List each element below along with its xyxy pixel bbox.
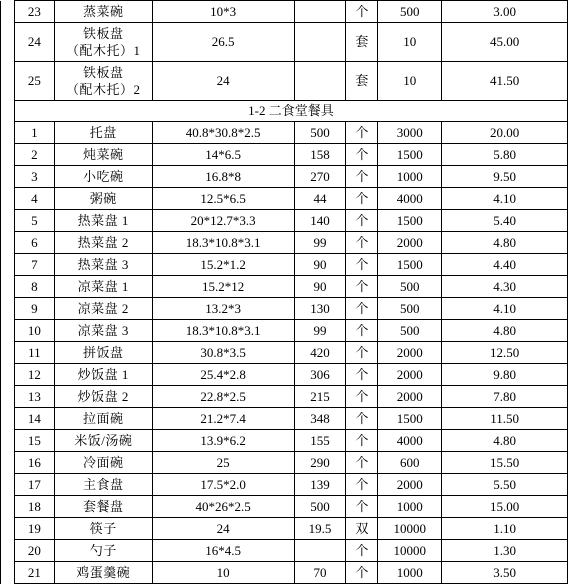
item-unit: 个: [346, 364, 378, 386]
margin-cell: [1, 188, 15, 210]
item-size: 500: [294, 122, 346, 144]
item-spec: 15.2*1.2: [152, 254, 294, 276]
table-row: [1, 210, 568, 232]
margin-cell: [1, 496, 15, 518]
item-name-line1: 铁板盘: [83, 26, 124, 41]
item-qty: 1000: [378, 496, 442, 518]
item-unit: 个: [346, 232, 378, 254]
margin-cell: [1, 23, 15, 62]
item-size: 306: [294, 364, 346, 386]
table-row: [1, 452, 568, 474]
table-row: [1, 474, 568, 496]
margin-cell: [1, 430, 15, 452]
item-unit: 个: [346, 210, 378, 232]
margin-cell: [1, 1, 15, 23]
row-number: 2: [14, 144, 54, 166]
item-qty: 500: [378, 298, 442, 320]
margin-cell: [1, 386, 15, 408]
item-name-line2: （配木托）2: [66, 82, 141, 97]
margin-cell: [1, 408, 15, 430]
margin-cell: [1, 254, 15, 276]
row-number: 12: [14, 364, 54, 386]
margin-cell: [1, 122, 15, 144]
table-row: [1, 562, 568, 584]
margin-cell: [1, 452, 15, 474]
item-size: 70: [294, 562, 346, 584]
margin-cell: [1, 232, 15, 254]
item-qty: 10: [378, 23, 442, 62]
row-number: 9: [14, 298, 54, 320]
item-price: 15.00: [442, 496, 568, 518]
item-size: 500: [294, 496, 346, 518]
item-name: 粥碗: [54, 188, 152, 210]
row-number: 14: [14, 408, 54, 430]
table-row: [1, 232, 568, 254]
table-row: [1, 62, 568, 101]
item-spec: 10: [152, 562, 294, 584]
table-row: [1, 122, 568, 144]
item-name: 拉面碗: [54, 408, 152, 430]
item-price: 9.80: [442, 364, 568, 386]
margin-cell: [1, 364, 15, 386]
table-row: [1, 364, 568, 386]
item-size: 90: [294, 276, 346, 298]
item-qty: 2000: [378, 386, 442, 408]
item-unit: 个: [346, 1, 378, 23]
item-spec: 15.2*12: [152, 276, 294, 298]
item-unit: 个: [346, 430, 378, 452]
item-name: 热菜盘 1: [54, 210, 152, 232]
item-name: 热菜盘 2: [54, 232, 152, 254]
item-size: 158: [294, 144, 346, 166]
item-size: 420: [294, 342, 346, 364]
item-name: 套餐盘: [54, 496, 152, 518]
item-spec: 25.4*2.8: [152, 364, 294, 386]
item-spec: 24: [152, 518, 294, 540]
item-price: 4.30: [442, 276, 568, 298]
item-spec: 30.8*3.5: [152, 342, 294, 364]
item-spec: 40.8*30.8*2.5: [152, 122, 294, 144]
item-size: 348: [294, 408, 346, 430]
item-size: 290: [294, 452, 346, 474]
table-row: [1, 320, 568, 342]
item-qty: 500: [378, 276, 442, 298]
table-row: [1, 144, 568, 166]
item-name-line2: （配木托）1: [66, 43, 141, 58]
row-number: 19: [14, 518, 54, 540]
item-size: 270: [294, 166, 346, 188]
item-qty: 4000: [378, 430, 442, 452]
item-price: 1.30: [442, 540, 568, 562]
item-price: 11.50: [442, 408, 568, 430]
row-number: 25: [14, 62, 54, 101]
item-qty: 2000: [378, 232, 442, 254]
item-size: 19.5: [294, 518, 346, 540]
table-row: [1, 518, 568, 540]
item-price: 45.00: [442, 23, 568, 62]
table-row: [1, 298, 568, 320]
item-qty: 10000: [378, 540, 442, 562]
item-name: 凉菜盘 1: [54, 276, 152, 298]
item-name-line1: 铁板盘: [83, 65, 124, 80]
item-spec: 13.2*3: [152, 298, 294, 320]
item-price: 15.50: [442, 452, 568, 474]
item-name: 勺子: [54, 540, 152, 562]
item-price: 4.10: [442, 188, 568, 210]
table-row: [1, 430, 568, 452]
item-price: 41.50: [442, 62, 568, 101]
item-spec: 18.3*10.8*3.1: [152, 232, 294, 254]
item-price: 3.50: [442, 562, 568, 584]
item-price: 9.50: [442, 166, 568, 188]
item-unit: 套: [346, 23, 378, 62]
item-price: 4.80: [442, 320, 568, 342]
item-qty: 2000: [378, 342, 442, 364]
row-number: 3: [14, 166, 54, 188]
item-size: [294, 23, 346, 62]
item-qty: 1500: [378, 408, 442, 430]
item-name: 托盘: [54, 122, 152, 144]
item-size: 140: [294, 210, 346, 232]
margin-cell: [1, 518, 15, 540]
item-name: [54, 23, 152, 62]
margin-cell: [1, 540, 15, 562]
item-size: 130: [294, 298, 346, 320]
row-number: 18: [14, 496, 54, 518]
item-price: 12.50: [442, 342, 568, 364]
row-number: 4: [14, 188, 54, 210]
item-spec: 21.2*7.4: [152, 408, 294, 430]
item-qty: 4000: [378, 188, 442, 210]
table-row: [1, 540, 568, 562]
item-spec: 14*6.5: [152, 144, 294, 166]
table-row: [1, 166, 568, 188]
margin-cell: [1, 276, 15, 298]
item-qty: 2000: [378, 474, 442, 496]
table-row: [1, 254, 568, 276]
item-price: 3.00: [442, 1, 568, 23]
item-unit: 个: [346, 188, 378, 210]
row-number: 15: [14, 430, 54, 452]
item-name: 炒饭盘 2: [54, 386, 152, 408]
item-size: 215: [294, 386, 346, 408]
row-number: 6: [14, 232, 54, 254]
item-spec: 12.5*6.5: [152, 188, 294, 210]
item-spec: 10*3: [152, 1, 294, 23]
margin-cell: [1, 166, 15, 188]
item-unit: 个: [346, 342, 378, 364]
item-spec: 20*12.7*3.3: [152, 210, 294, 232]
item-name: 炒饭盘 1: [54, 364, 152, 386]
margin-cell: [1, 298, 15, 320]
item-unit: 双: [346, 518, 378, 540]
table-row: [1, 23, 568, 62]
section-header-row: [1, 101, 568, 122]
margin-cell: [1, 144, 15, 166]
table-row: [1, 496, 568, 518]
item-qty: 1500: [378, 254, 442, 276]
item-size: [294, 540, 346, 562]
item-unit: 个: [346, 540, 378, 562]
item-name: 米饭/汤碗: [54, 430, 152, 452]
item-spec: 13.9*6.2: [152, 430, 294, 452]
item-size: 139: [294, 474, 346, 496]
item-name: 凉菜盘 3: [54, 320, 152, 342]
item-spec: 26.5: [152, 23, 294, 62]
item-qty: 1500: [378, 210, 442, 232]
margin-cell: [1, 562, 15, 584]
item-qty: 10000: [378, 518, 442, 540]
row-number: 7: [14, 254, 54, 276]
row-number: 21: [14, 562, 54, 584]
item-price: 7.80: [442, 386, 568, 408]
item-unit: 个: [346, 166, 378, 188]
row-number: 24: [14, 23, 54, 62]
item-unit: 个: [346, 320, 378, 342]
margin-cell: [1, 474, 15, 496]
row-number: 8: [14, 276, 54, 298]
table-row: [1, 386, 568, 408]
item-name: 筷子: [54, 518, 152, 540]
item-size: 155: [294, 430, 346, 452]
item-qty: 2000: [378, 364, 442, 386]
item-price: 1.10: [442, 518, 568, 540]
item-size: 44: [294, 188, 346, 210]
row-number: 5: [14, 210, 54, 232]
item-spec: 18.3*10.8*3.1: [152, 320, 294, 342]
item-qty: 1500: [378, 144, 442, 166]
item-unit: 个: [346, 254, 378, 276]
item-unit: 个: [346, 408, 378, 430]
item-unit: 个: [346, 298, 378, 320]
item-unit: 套: [346, 62, 378, 101]
margin-cell: [1, 62, 15, 101]
item-spec: 25: [152, 452, 294, 474]
item-spec: 22.8*2.5: [152, 386, 294, 408]
row-number: 11: [14, 342, 54, 364]
margin-cell: [1, 320, 15, 342]
item-price: 4.10: [442, 298, 568, 320]
row-number: 13: [14, 386, 54, 408]
table-row: [1, 408, 568, 430]
item-unit: 个: [346, 144, 378, 166]
table-row: [1, 342, 568, 364]
margin-cell: [1, 210, 15, 232]
item-size: 99: [294, 232, 346, 254]
item-qty: 3000: [378, 122, 442, 144]
item-size: [294, 1, 346, 23]
margin-cell: [1, 342, 15, 364]
item-price: 5.40: [442, 210, 568, 232]
item-unit: 个: [346, 276, 378, 298]
item-qty: 600: [378, 452, 442, 474]
item-price: 5.50: [442, 474, 568, 496]
item-qty: 10: [378, 62, 442, 101]
item-qty: 1000: [378, 562, 442, 584]
margin-cell: [1, 101, 15, 122]
item-name: 主食盘: [54, 474, 152, 496]
item-size: 99: [294, 320, 346, 342]
row-number: 17: [14, 474, 54, 496]
item-unit: 个: [346, 452, 378, 474]
item-unit: 个: [346, 122, 378, 144]
item-spec: 40*26*2.5: [152, 496, 294, 518]
table-row: [1, 276, 568, 298]
item-price: 4.80: [442, 232, 568, 254]
item-spec: 17.5*2.0: [152, 474, 294, 496]
item-name: 炖菜碗: [54, 144, 152, 166]
item-size: [294, 62, 346, 101]
item-name: 拼饭盘: [54, 342, 152, 364]
item-qty: 500: [378, 320, 442, 342]
item-name: 凉菜盘 2: [54, 298, 152, 320]
item-name: 小吃碗: [54, 166, 152, 188]
item-size: 90: [294, 254, 346, 276]
item-price: 4.80: [442, 430, 568, 452]
item-price: 4.40: [442, 254, 568, 276]
item-qty: 1000: [378, 166, 442, 188]
item-unit: 个: [346, 562, 378, 584]
row-number: 1: [14, 122, 54, 144]
row-number: 10: [14, 320, 54, 342]
table-row: [1, 188, 568, 210]
row-number: 20: [14, 540, 54, 562]
item-unit: 个: [346, 474, 378, 496]
section-title: 1-2 二食堂餐具: [14, 101, 567, 122]
row-number: 16: [14, 452, 54, 474]
item-unit: 个: [346, 386, 378, 408]
item-spec: 24: [152, 62, 294, 101]
item-name: 热菜盘 3: [54, 254, 152, 276]
item-price: 20.00: [442, 122, 568, 144]
item-price: 5.80: [442, 144, 568, 166]
item-unit: 个: [346, 496, 378, 518]
table-row: [1, 1, 568, 23]
row-number: 23: [14, 1, 54, 23]
item-name: 鸡蛋羹碗: [54, 562, 152, 584]
item-qty: 500: [378, 1, 442, 23]
item-name: 冷面碗: [54, 452, 152, 474]
item-spec: 16.8*8: [152, 166, 294, 188]
item-name: [54, 62, 152, 101]
item-name: 蒸菜碗: [54, 1, 152, 23]
item-spec: 16*4.5: [152, 540, 294, 562]
